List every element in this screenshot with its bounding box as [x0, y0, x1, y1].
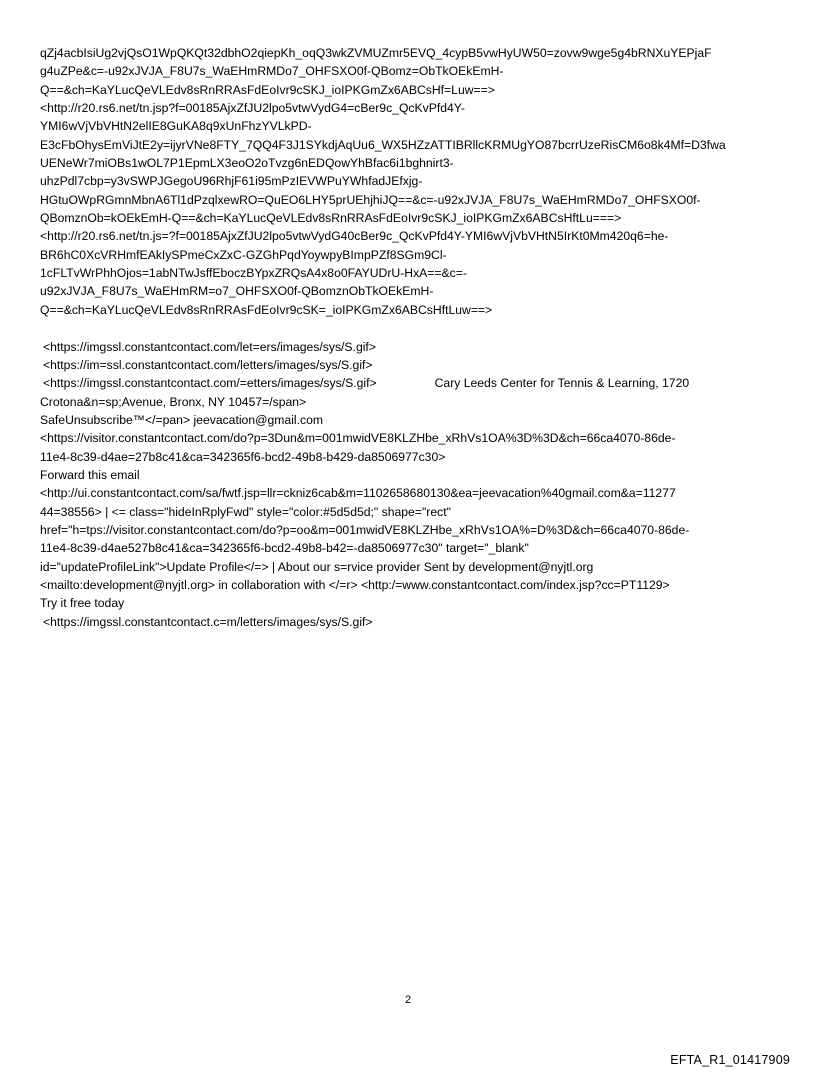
forward-email-line: Forward this email: [40, 467, 140, 482]
text-line: UENeWr7miOBs1wOL7P1EpmLX3eoO2oTvzg6nEDQowYhBfac6i1bghnirt3-: [40, 156, 454, 171]
image-link-line: <https://im=ssl.constantcontact.com/letters/images/sys/S.gif>: [43, 357, 373, 372]
bates-number: EFTA_R1_01417909: [670, 1053, 790, 1067]
text-line: uhzPdl7cbp=y3vSWPJGegoU96RhjF61i95mPzIEVWPuYWhfadJEfxjg-: [40, 174, 423, 189]
text-line: href="h=tps://visitor.constantcontact.com/do?p=oo&m=001mwidVE8KLZHbe_xRhVs1OA%=D%3D&ch=66ca4070-86de-: [40, 522, 690, 537]
link-line: <http://r20.rs6.net/tn.js=?f=00185AjxZfJU2lpo5vtwVydG40cBer9c_QcKvPfd4Y-YMI6wVjVbVHtN5IrKt0Mm420q6=he-: [40, 229, 669, 244]
link-line: <https://visitor.constantcontact.com/do?p=3Dun&m=001mwidVE8KLZHbe_xRhVs1OA%3D%3D&ch=66ca4070-86de-: [40, 431, 676, 446]
link-line: <http://ui.constantcontact.com/sa/fwtf.jsp=llr=ckniz6cab&m=1102658680130&ea=jeevacation%40gmail.com&a=11277: [40, 486, 676, 501]
organization-address: Cary Leeds Center for Tennis & Learning, 1720: [434, 376, 690, 391]
text-line: 11e4-8c39-d4ae527b8c41&ca=342365f6-bcd2-49b8-b42=-da8506977c30" target="_blank": [40, 541, 529, 556]
text-line: Q==&ch=KaYLucQeVLEdv8sRnRRAsFdEoIvr9cSKJ_ioIPKGmZx6ABCsHf=Luw==>: [40, 82, 495, 97]
text-line: g4uZPe&c=-u92xJVJA_F8U7s_WaEHmRMDo7_OHFSXO0f-QBomz=ObTkOEkEmH-: [40, 64, 504, 79]
text-line: QBomznOb=kOEkEmH-Q==&ch=KaYLucQeVLEdv8sRnRRAsFdEoIvr9cSKJ_ioIPKGmZx6ABCsHftLu===>: [40, 211, 622, 226]
text-line: E3cFbOhysEmViJtE2y=ijyrVNe8FTY_7QQ4F3J1SYkdjAqUu6_WX5HZzATTIBRllcKRMUgYO87bcrrUzeRisCM6o8k4Mf=D3fwa: [40, 137, 726, 152]
image-link-line: <https://imgssl.constantcontact.com/let=ers/images/sys/S.gif>: [43, 339, 376, 354]
text-line: id="updateProfileLink">Update Profile</=> | About our s=rvice provider Sent by development@nyjtl.org: [40, 559, 594, 574]
text-line: 1cFLTvWrPhhOjos=1abNTwJsffEboczBYpxZRQsA4x8o0FAYUDrU-HxA==&c=-: [40, 266, 467, 281]
text-line: YMI6wVjVbVHtN2elIE8GuKA8q9xUnFhzYVLkPD-: [40, 119, 312, 134]
image-link-line: <https://imgssl.constantcontact.c=m/letters/images/sys/S.gif>: [43, 614, 373, 629]
blank-line: [40, 319, 780, 337]
link-line: <http://r20.rs6.net/tn.jsp?f=00185AjxZfJU2lpo5vtwVydG4=cBer9c_QcKvPfd4Y-: [40, 101, 465, 116]
text-line: <mailto:development@nyjtl.org> in collaboration with </=r> <http:/=www.constantcontact.com/index.jsp?cc=PT1129>: [40, 577, 670, 592]
text-line: Crotona&n=sp;Avenue, Bronx, NY 10457=/span>: [40, 394, 307, 409]
text-line: HGtuOWpRGmnMbnA6Tl1dPzqlxewRO=QuEO6LHY5prUEhjhiJQ==&c=-u92xJVJA_F8U7s_WaEHmRMDo7_OHFSXO0f-: [40, 192, 701, 207]
unsubscribe-line: SafeUnsubscribe™</=pan> jeevacation@gmail.com: [40, 412, 324, 427]
text-line: BR6hC0XcVRHmfEAkIySPmeCxZxC-GZGhPqdYoywpyBImpPZf8SGm9Cl-: [40, 247, 447, 262]
image-link-with-address: [40, 374, 780, 392]
page-number: 2: [404, 994, 412, 1006]
text-line: u92xJVJA_F8U7s_WaEHmRM=o7_OHFSXO0f-QBomznObTkOEkEmH-: [40, 284, 434, 299]
text-line: qZj4acbIsiUg2vjQsO1WpQKQt32dbhO2qiepKh_oqQ3wkZVMUZmr5EVQ_4cypB5vwHyUW50=zovw9wge5g4bRNXuYEPjaF: [40, 46, 712, 60]
text-line: Q==&ch=KaYLucQeVLEdv8sRnRRAsFdEoIvr9cSK=_ioIPKGmZx6ABCsHftLuw==>: [40, 302, 493, 317]
email-body-text: [40, 44, 780, 631]
text-line: 44=38556> | <= class="hideInRplyFwd" style="color:#5d5d5d;" shape="rect": [40, 504, 451, 519]
text-line: Try it free today: [40, 596, 125, 611]
text-line: 11e4-8c39-d4ae=27b8c41&ca=342365f6-bcd2-49b8-b429-da8506977c30>: [40, 449, 446, 464]
image-link-text: <https://imgssl.constantcontact.com/=etters/images/sys/S.gif>: [43, 376, 377, 391]
